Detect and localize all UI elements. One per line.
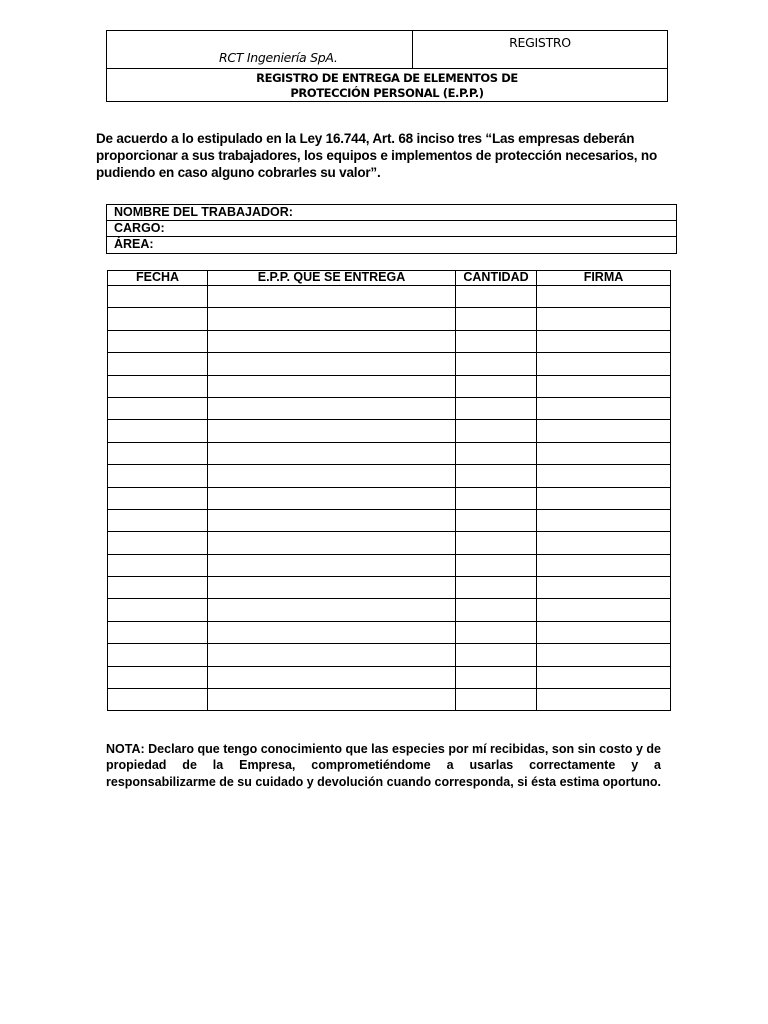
registro-label: REGISTRO [509,35,571,50]
cell-firma [537,644,671,666]
cell-cantidad [456,353,537,375]
cell-cantidad [456,509,537,531]
cell-cantidad [456,532,537,554]
cell-epp [208,465,456,487]
table-row [108,397,671,419]
cell-firma [537,397,671,419]
cell-cantidad [456,554,537,576]
cell-fecha [108,577,208,599]
cell-firma [537,375,671,397]
table-row [108,621,671,643]
cell-firma [537,487,671,509]
cell-epp [208,644,456,666]
table-row [108,689,671,711]
column-header-cantidad: CANTIDAD [456,271,537,286]
cell-epp [208,509,456,531]
table-row [108,599,671,621]
cell-cantidad [456,330,537,352]
table-row [108,554,671,576]
cell-epp [208,577,456,599]
header-company-cell [107,31,413,69]
cell-fecha [108,621,208,643]
cell-epp [208,442,456,464]
cell-epp [208,487,456,509]
cell-cantidad [456,375,537,397]
cell-epp [208,420,456,442]
table-row [108,375,671,397]
table-row [108,487,671,509]
cell-cantidad [456,397,537,419]
table-row [108,644,671,666]
worker-area-field: ÁREA: [114,237,154,251]
cell-fecha [108,465,208,487]
cell-cantidad [456,577,537,599]
column-header-fecha: FECHA [108,271,208,286]
table-row [108,532,671,554]
cell-cantidad [456,286,537,308]
cell-firma [537,442,671,464]
cell-epp [208,599,456,621]
cell-firma [537,666,671,688]
worker-name-field: NOMBRE DEL TRABAJADOR: [107,205,676,221]
table-row [108,286,671,308]
cell-fecha [108,599,208,621]
cell-firma [537,689,671,711]
document-title [107,71,667,101]
cell-firma [537,330,671,352]
table-row [108,509,671,531]
cell-firma [537,554,671,576]
cell-firma [537,465,671,487]
cell-fecha [108,554,208,576]
cell-epp [208,621,456,643]
cell-epp [208,308,456,330]
cell-cantidad [456,442,537,464]
cell-cantidad [456,487,537,509]
cell-firma [537,420,671,442]
cell-cantidad [456,666,537,688]
document-title-line-1: REGISTRO DE ENTREGA DE ELEMENTOS DE [256,71,518,85]
cell-epp [208,689,456,711]
cell-epp [208,353,456,375]
table-row [108,330,671,352]
table-header-row [108,271,671,286]
cell-fecha [108,330,208,352]
worker-info-box [106,204,677,254]
cell-cantidad [456,644,537,666]
cell-fecha [108,442,208,464]
table-row [108,577,671,599]
table-row [108,353,671,375]
cell-epp [208,286,456,308]
epp-delivery-table [107,270,671,711]
cell-firma [537,532,671,554]
document-header [106,30,668,102]
cell-fecha [108,487,208,509]
company-name: RCT Ingeniería SpA. [219,50,338,65]
cell-epp [208,666,456,688]
cell-cantidad [456,621,537,643]
cell-firma [537,286,671,308]
cell-fecha [108,308,208,330]
cell-fecha [108,397,208,419]
table-row [108,465,671,487]
nota-declaration: NOTA: Declaro que tengo conocimiento que las especies por mí recibidas, son sin costo y de propiedad de la Empresa, comprometiéndome a usarlas correctamente y a responsabilizarme de su cuidado y devolución cuando corresponda, si ésta estima oportuno. [106,742,661,789]
table-body [108,286,671,711]
cell-epp [208,532,456,554]
cell-fecha [108,420,208,442]
cell-cantidad [456,420,537,442]
table-row [108,666,671,688]
header-registro-cell [413,31,667,69]
cell-cantidad [456,308,537,330]
cell-epp [208,554,456,576]
cell-firma [537,308,671,330]
cell-fecha [108,532,208,554]
cell-firma [537,509,671,531]
cell-fecha [108,509,208,531]
cell-fecha [108,666,208,688]
cell-firma [537,599,671,621]
cell-fecha [108,644,208,666]
cell-cantidad [456,465,537,487]
cell-cantidad [456,689,537,711]
cell-firma [537,353,671,375]
cell-epp [208,397,456,419]
cell-fecha [108,353,208,375]
cell-cantidad [456,599,537,621]
intro-paragraph: De acuerdo a lo estipulado en la Ley 16.744, Art. 68 inciso tres “Las empresas deberán proporcionar a sus trabajadores, los equipos e implementos de protección necesarios, no pudiendo en caso alguno cobrarles su valor”. [96,131,658,180]
table-row [108,308,671,330]
cell-firma [537,621,671,643]
cell-epp [208,330,456,352]
column-header-epp: E.P.P. QUE SE ENTREGA [208,271,456,286]
table-row [108,420,671,442]
worker-position-field: CARGO: [107,221,676,237]
document-title-line-2: PROTECCIÓN PERSONAL (E.P.P.) [290,86,484,100]
cell-fecha [108,286,208,308]
cell-fecha [108,689,208,711]
cell-epp [208,375,456,397]
table-row [108,442,671,464]
column-header-firma: FIRMA [537,271,671,286]
cell-firma [537,577,671,599]
cell-fecha [108,375,208,397]
